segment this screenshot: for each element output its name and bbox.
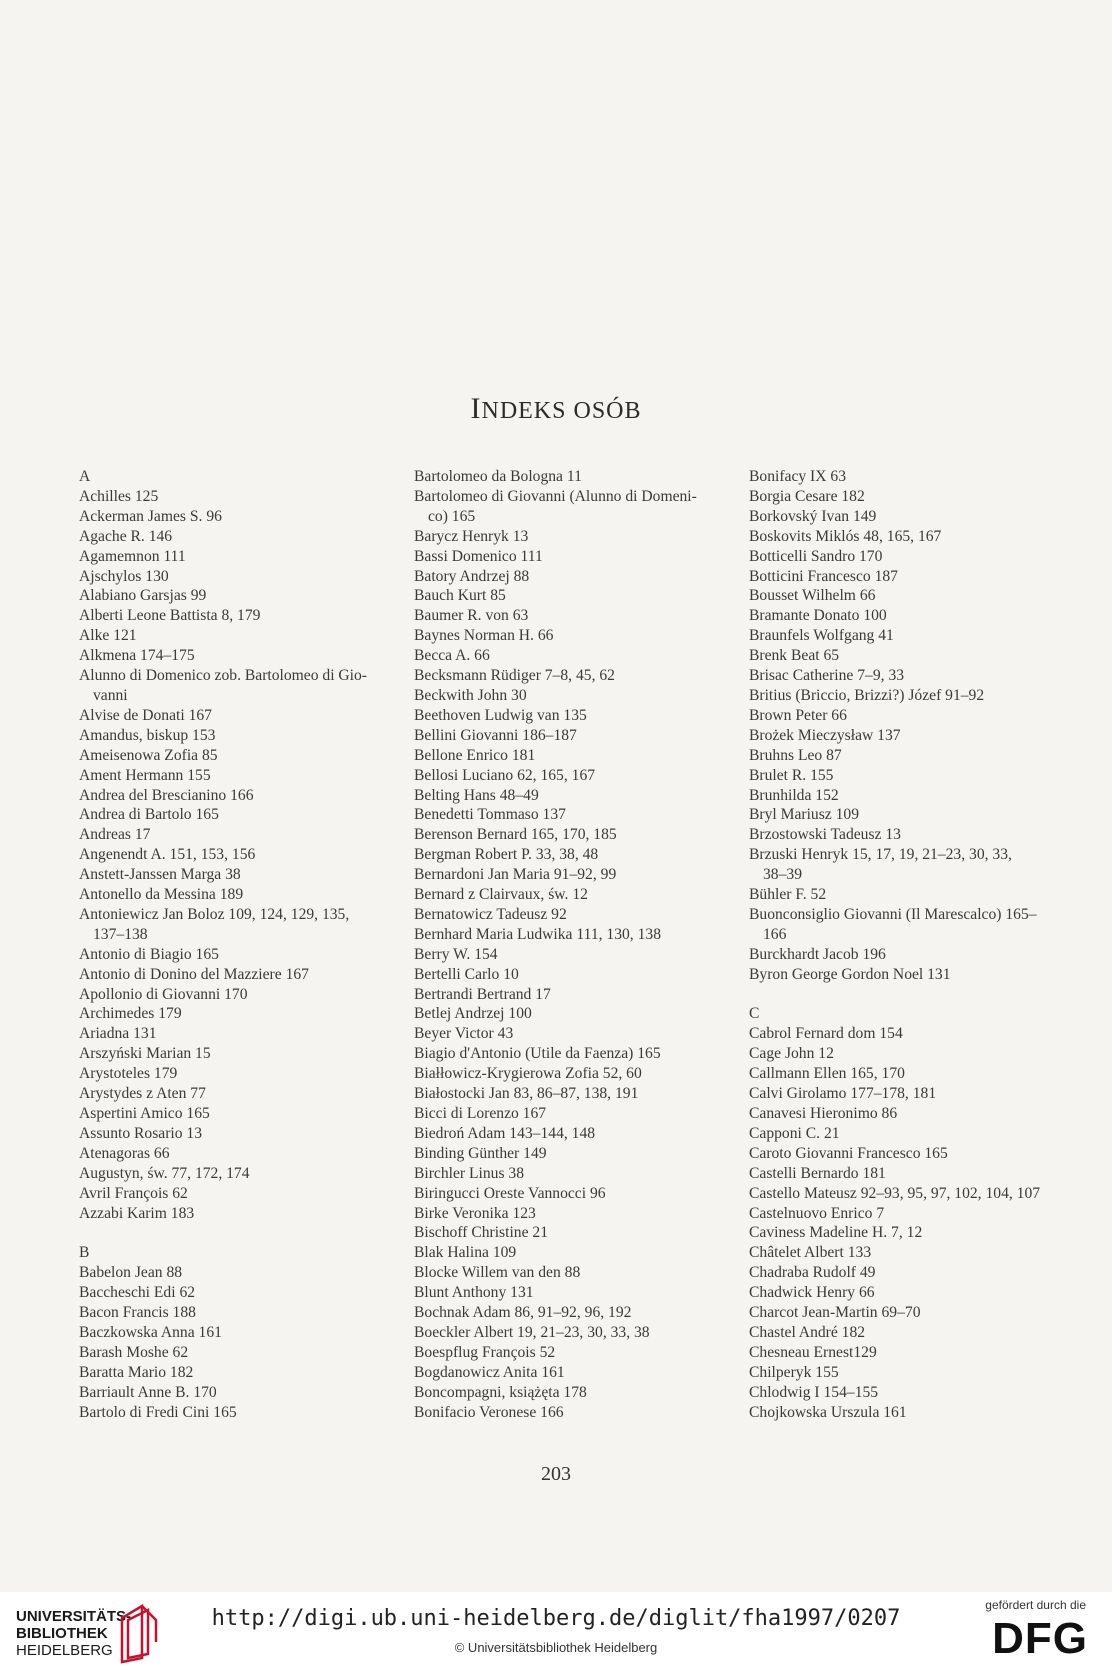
index-entry: Bernhard Maria Ludwika 111, 130, 138 (414, 925, 661, 943)
index-entry: Brzostowski Tadeusz 13 (749, 826, 901, 844)
index-entry: Bousset Wilhelm 66 (749, 587, 876, 605)
index-entry: Ariadna 131 (79, 1025, 157, 1043)
index-entry: vanni (93, 686, 128, 704)
index-entry: Antonio di Donino del Mazziere 167 (79, 965, 309, 983)
index-entry: Cabrol Fernard dom 154 (749, 1025, 903, 1043)
index-entry: Antonello da Messina 189 (79, 886, 244, 904)
index-entry: Bellosi Luciano 62, 165, 167 (414, 766, 596, 784)
index-entry: Brenk Beat 65 (749, 647, 840, 665)
index-entry: Bernatowicz Tadeusz 92 (414, 905, 567, 923)
index-entry: Châtelet Albert 133 (749, 1244, 872, 1262)
index-entry: Ackerman James S. 96 (79, 507, 222, 525)
index-entry: Boeckler Albert 19, 21–23, 30, 33, 38 (414, 1323, 650, 1341)
index-entry: Britius (Briccio, Brizzi?) Józef 91–92 (749, 686, 985, 704)
index-entry: Bernard z Clairvaux, św. 12 (414, 886, 588, 904)
index-entry: Batory Andrzej 88 (414, 567, 530, 585)
index-entry: Baynes Norman H. 66 (414, 627, 554, 645)
funded-by-label: gefördert durch die (985, 1598, 1086, 1612)
index-entry: Berenson Bernard 165, 170, 185 (414, 826, 617, 844)
index-entry: Beethoven Ludwig van 135 (414, 706, 587, 724)
index-entry: Calvi Girolamo 177–178, 181 (749, 1085, 937, 1103)
index-entry: Belting Hans 48–49 (414, 786, 539, 804)
index-entry: 38–39 (763, 866, 802, 884)
index-entry: Biedroń Adam 143–144, 148 (414, 1124, 596, 1142)
index-entry: Białostocki Jan 83, 86–87, 138, 191 (414, 1085, 639, 1103)
index-entry: Alke 121 (79, 627, 137, 645)
index-entry: Arystoteles 179 (79, 1065, 178, 1083)
source-url-link[interactable]: http://digi.ub.uni-heidelberg.de/diglit/fha1997/0207 (211, 1606, 901, 1631)
index-entry: Bacon Francis 188 (79, 1304, 196, 1322)
index-entry: Alkmena 174–175 (79, 647, 195, 665)
index-column-1 (79, 467, 399, 1422)
index-entry: Castelli Bernardo 181 (749, 1164, 886, 1182)
index-entry: Bellini Giovanni 186–187 (414, 726, 577, 744)
index-entry: Arystydes z Aten 77 (79, 1085, 206, 1103)
page-number: 203 (541, 1463, 571, 1485)
index-entry: Boespflug François 52 (414, 1343, 556, 1361)
index-entry: Alabiano Garsjas 99 (79, 587, 207, 605)
index-entry: Barriault Anne B. 170 (79, 1383, 217, 1401)
index-entry: Ameisenowa Zofia 85 (79, 746, 218, 764)
index-entry: Achilles 125 (79, 487, 159, 505)
index-entry: Becca A. 66 (414, 647, 490, 665)
section-letter: B (79, 1244, 91, 1262)
index-entry: Brown Peter 66 (749, 706, 847, 724)
index-entry: Blocke Willem van den 88 (414, 1264, 581, 1282)
section-spacer (79, 1223, 399, 1243)
index-entry: Bicci di Lorenzo 167 (414, 1105, 547, 1122)
index-entry: Berry W. 154 (414, 945, 498, 963)
index-entry: Bartolo di Fredi Cini 165 (79, 1403, 237, 1421)
index-entry: Blunt Anthony 131 (414, 1284, 534, 1302)
index-entry: Bogdanowicz Anita 161 (414, 1363, 565, 1381)
index-entry: Bertelli Carlo 10 (414, 965, 519, 983)
index-entry: Binding Günther 149 (414, 1144, 547, 1162)
index-entry: Apollonio di Giovanni 170 (79, 985, 248, 1003)
index-entry: Birke Veronika 123 (414, 1204, 536, 1222)
index-entry: Bassi Domenico 111 (414, 547, 543, 565)
index-entry: Alvise de Donati 167 (79, 706, 212, 724)
index-entry: Augustyn, św. 77, 172, 174 (79, 1164, 250, 1182)
index-entry: Braunfels Wolfgang 41 (749, 627, 894, 645)
index-entry: Agache R. 146 (79, 527, 173, 545)
index-entry: Betlej Andrzej 100 (414, 1005, 532, 1023)
index-column-3 (749, 467, 1069, 1422)
index-entry: Barash Moshe 62 (79, 1343, 189, 1361)
index-entry: Bochnak Adam 86, 91–92, 96, 192 (414, 1304, 632, 1322)
index-entry: Andrea di Bartolo 165 (79, 806, 219, 824)
index-entry: Canavesi Hieronimo 86 (749, 1104, 898, 1122)
index-entry: Ament Hermann 155 (79, 766, 211, 784)
index-entry: Bischoff Christine 21 (414, 1224, 548, 1242)
index-entry: Blak Halina 109 (414, 1244, 517, 1262)
library-name: UNIVERSITÄTS- BIBLIOTHEK HEIDELBERG (16, 1608, 132, 1659)
index-column-2 (414, 467, 734, 1423)
index-entry: Borgia Cesare 182 (749, 487, 865, 505)
index-entry: Becksmann Rüdiger 7–8, 45, 62 (414, 667, 615, 685)
index-entry: Bernardoni Jan Maria 91–92, 99 (414, 866, 617, 884)
index-entry: Bühler F. 52 (749, 886, 827, 904)
index-entry: Amandus, biskup 153 (79, 726, 216, 744)
page-title: INDEKS OSÓB (470, 392, 642, 425)
index-entry: Antoniewicz Jan Boloz 109, 124, 129, 135, (79, 905, 350, 923)
index-entry: Baccheschi Edi 62 (79, 1284, 196, 1302)
index-entry: Bonifacy IX 63 (749, 468, 847, 485)
index-entry: Birchler Linus 38 (414, 1164, 525, 1182)
index-entry: Alberti Leone Battista 8, 179 (79, 607, 261, 625)
index-entry: Burckhardt Jacob 196 (749, 945, 886, 963)
index-entry: Avril François 62 (79, 1184, 188, 1202)
copyright-text: © Universitätsbibliothek Heidelberg (454, 1640, 658, 1655)
index-entry: Antonio di Biagio 165 (79, 945, 219, 963)
index-entry: Aspertini Amico 165 (79, 1105, 210, 1122)
index-entry: Assunto Rosario 13 (79, 1124, 203, 1142)
index-entry: Chlodwig I 154–155 (749, 1383, 879, 1401)
index-entry: Biagio d'Antonio (Utile da Faenza) 165 (414, 1045, 661, 1063)
index-entry: Brożek Mieczysław 137 (749, 726, 901, 744)
index-entry: Charcot Jean-Martin 69–70 (749, 1304, 921, 1322)
section-letter: C (749, 1005, 761, 1023)
index-entry: Bartolomeo da Bologna 11 (414, 468, 582, 485)
index-entry: Bellone Enrico 181 (414, 746, 536, 764)
index-entry: Bergman Robert P. 33, 38, 48 (414, 846, 599, 864)
index-entry: Bertrandi Bertrand 17 (414, 985, 551, 1003)
index-entry: Bramante Donato 100 (749, 607, 887, 625)
index-entry: Brzuski Henryk 15, 17, 19, 21–23, 30, 33, (749, 846, 1012, 864)
index-entry: Chadraba Rudolf 49 (749, 1264, 876, 1282)
index-entry: Bonifacio Veronese 166 (414, 1403, 564, 1421)
index-entry: Bruhns Leo 87 (749, 746, 842, 764)
index-entry: Alunno di Domenico zob. Bartolomeo di Gio- (79, 667, 368, 685)
index-entry: Boskovits Miklós 48, 165, 167 (749, 527, 942, 545)
index-entry: 166 (763, 925, 787, 943)
index-entry: Cage John 12 (749, 1045, 834, 1063)
index-entry: Caviness Madeline H. 7, 12 (749, 1224, 923, 1242)
index-entry: Brulet R. 155 (749, 766, 834, 784)
index-entry: Baczkowska Anna 161 (79, 1323, 222, 1341)
index-entry: Anstett-Janssen Marga 38 (79, 866, 241, 884)
index-entry: Chojkowska Urszula 161 (749, 1403, 907, 1421)
index-entry: Chesneau Ernest129 (749, 1343, 877, 1361)
index-entry: Beyer Victor 43 (414, 1025, 514, 1043)
index-entry: Chilperyk 155 (749, 1363, 839, 1381)
index-entry: Bryl Mariusz 109 (749, 806, 860, 824)
index-entry: Caroto Giovanni Francesco 165 (749, 1144, 948, 1162)
section-spacer (749, 985, 1069, 1005)
index-entry: Baratta Mario 182 (79, 1363, 194, 1381)
index-entry: Callmann Ellen 165, 170 (749, 1065, 905, 1083)
index-entry: Brunhilda 152 (749, 786, 839, 804)
index-entry: Angenendt A. 151, 153, 156 (79, 846, 256, 864)
index-entry: Botticelli Sandro 170 (749, 547, 883, 565)
index-entry: Beckwith John 30 (414, 686, 527, 704)
index-entry: Archimedes 179 (79, 1005, 182, 1023)
index-entry: Botticini Francesco 187 (749, 567, 898, 585)
index-entry: Buonconsiglio Giovanni (Il Marescalco) 165– (749, 905, 1037, 923)
index-entry: Andrea del Brescianino 166 (79, 786, 254, 804)
index-entry: Bauch Kurt 85 (414, 587, 506, 605)
index-entry: Castello Mateusz 92–93, 95, 97, 102, 104, 107 (749, 1184, 1041, 1202)
index-entry: Capponi C. 21 (749, 1124, 840, 1142)
index-entry: Chastel André 182 (749, 1323, 866, 1341)
index-entry: Borkovský Ivan 149 (749, 507, 877, 525)
index-entry: Andreas 17 (79, 826, 151, 844)
index-entry: Bartolomeo di Giovanni (Alunno di Domeni- (414, 487, 697, 505)
index-entry: Białłowicz-Krygierowa Zofia 52, 60 (414, 1065, 642, 1083)
index-entry: Castelnuovo Enrico 7 (749, 1204, 885, 1222)
digitization-footer (0, 1592, 1112, 1671)
section-letter: A (79, 468, 92, 485)
index-entry: Benedetti Tommaso 137 (414, 806, 566, 824)
index-entry: Baumer R. von 63 (414, 607, 529, 625)
index-entry: Chadwick Henry 66 (749, 1284, 875, 1302)
index-entry: Brisac Catherine 7–9, 33 (749, 667, 905, 685)
index-entry: Biringucci Oreste Vannocci 96 (414, 1184, 606, 1202)
index-entry: Byron George Gordon Noel 131 (749, 965, 951, 983)
index-entry: co) 165 (428, 507, 476, 525)
index-entry: Boncompagni, książęta 178 (414, 1383, 587, 1401)
index-entry: Atenagoras 66 (79, 1144, 170, 1162)
index-entry: 137–138 (93, 925, 148, 943)
index-entry: Ajschylos 130 (79, 567, 169, 585)
index-entry: Azzabi Karim 183 (79, 1204, 195, 1222)
index-entry: Barycz Henryk 13 (414, 527, 529, 545)
index-entry: Arszyński Marian 15 (79, 1045, 211, 1063)
dfg-logo: DFG (992, 1614, 1088, 1663)
index-entry: Babelon Jean 88 (79, 1264, 183, 1282)
index-entry: Agamemnon 111 (79, 547, 186, 565)
